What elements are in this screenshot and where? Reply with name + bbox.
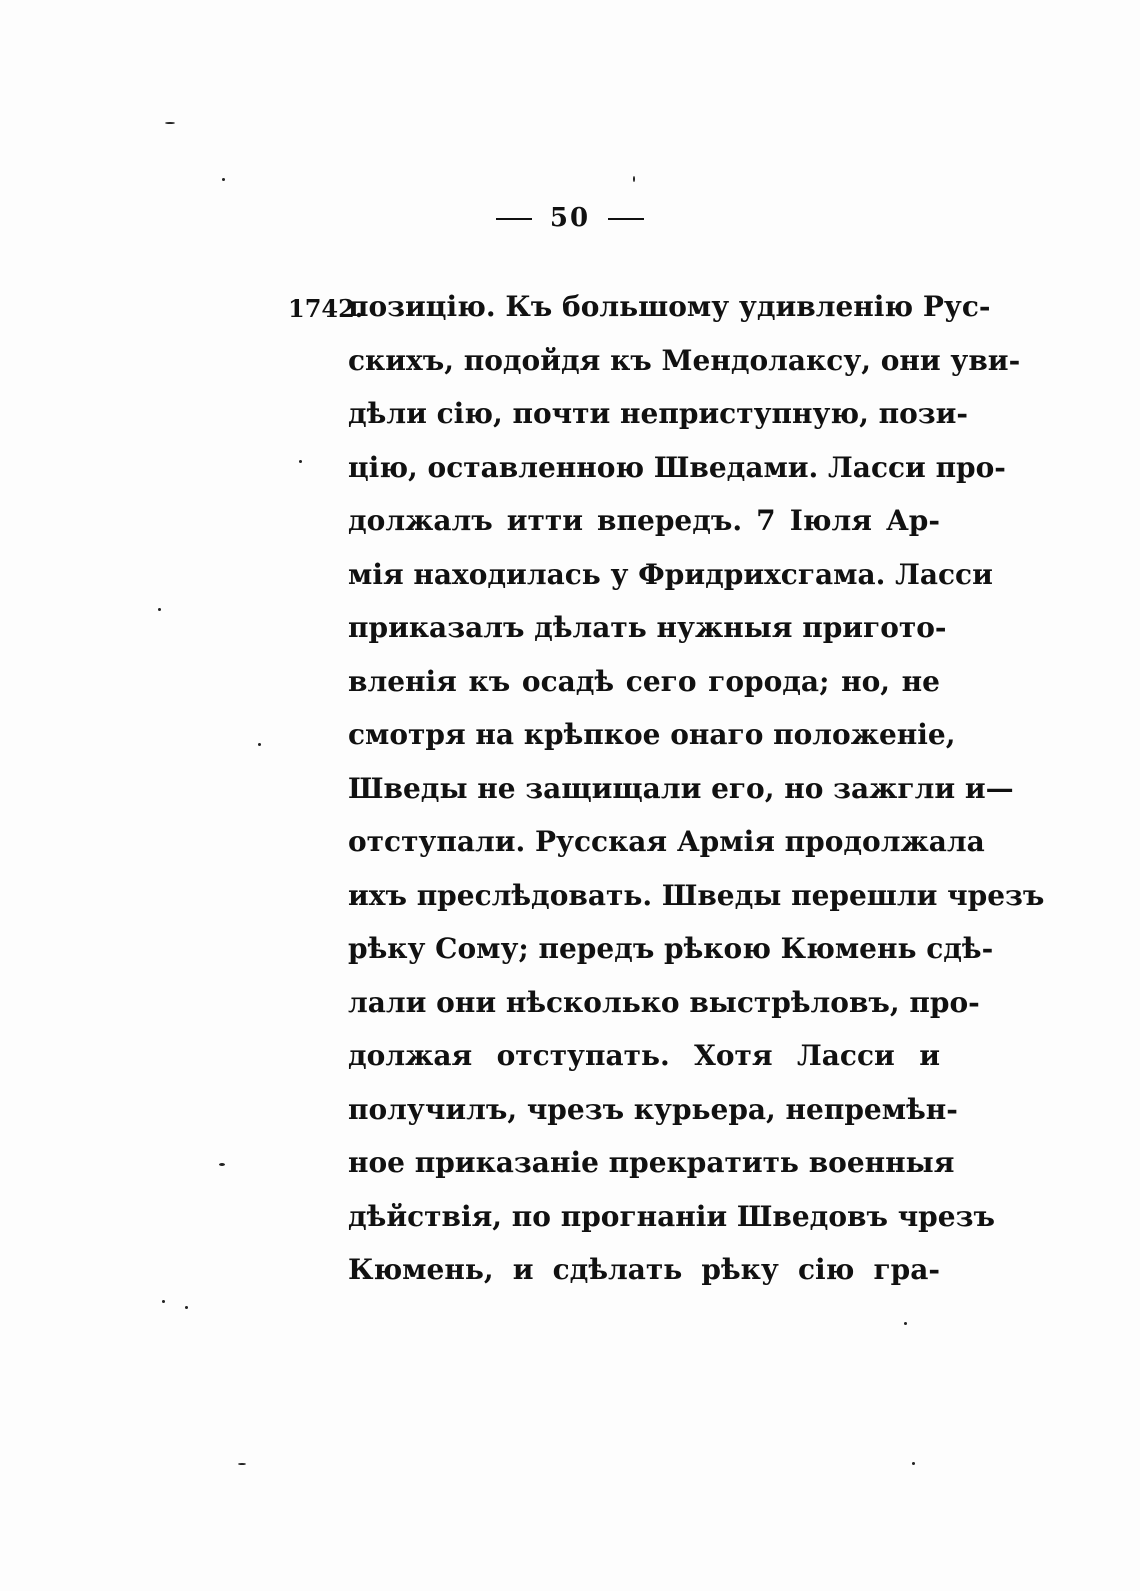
scan-speck [162, 1300, 165, 1303]
scan-speck [238, 1463, 246, 1465]
page-number: 50 [549, 203, 591, 233]
text-line: вленія къ осадѣ сего города; но, не [348, 664, 940, 698]
scan-speck [219, 1163, 225, 1166]
scan-speck [299, 460, 302, 463]
text-line: приказалъ дѣлать нужныя пригото- [348, 611, 947, 644]
text-line: дѣли сію, почти неприступную, пози- [348, 397, 969, 430]
text-line: отступали. Русская Армія продолжала [348, 825, 985, 858]
text-line: Шведы не защищали его, но зажгли и— [348, 771, 1014, 805]
scan-speck [258, 743, 261, 746]
scan-speck [222, 178, 225, 181]
text-line: лали они нѣсколько выстрѣловъ, про- [348, 985, 980, 1019]
text-line: ное приказаніе прекратить военныя [348, 1146, 955, 1179]
text-line: дѣйствія, по прогнаніи Шведовъ чрезъ [348, 1199, 995, 1233]
text-line: цію, оставленною Шведами. Ласси про- [348, 450, 1006, 484]
text-line: мія находилась у Фридрихсгама. Ласси [348, 557, 993, 591]
scan-speck [158, 608, 161, 611]
header-dash-left [496, 218, 532, 220]
text-line: позицію. Къ большому удивленію Рус- [348, 290, 991, 323]
scan-speck [904, 1322, 907, 1325]
scan-speck [633, 176, 635, 182]
text-line: скихъ, подойдя къ Мендолаксу, они уви- [348, 343, 1021, 377]
text-line: ихъ преслѣдовать. Шведы перешли чрезъ [348, 878, 1045, 912]
text-line: смотря на крѣпкое онаго положеніе, [348, 718, 956, 751]
header-dash-right [608, 218, 644, 220]
text-line: должая отступать. Хотя Ласси и [348, 1039, 940, 1072]
body-text [348, 280, 1045, 1297]
text-line: Кюмень, и сдѣлать рѣку сію гра- [348, 1253, 940, 1286]
text-line: получилъ, чрезъ курьера, непремѣн- [348, 1092, 958, 1126]
text-line: должалъ итти впередъ. 7 Іюля Ар- [348, 504, 940, 537]
text-line: рѣку Сому; передъ рѣкою Кюмень сдѣ- [348, 932, 994, 965]
page-header [0, 203, 1140, 233]
scan-speck [165, 122, 175, 124]
margin-year-note: 1742. [288, 294, 364, 323]
scan-speck [912, 1462, 915, 1465]
scan-speck [185, 1306, 188, 1309]
